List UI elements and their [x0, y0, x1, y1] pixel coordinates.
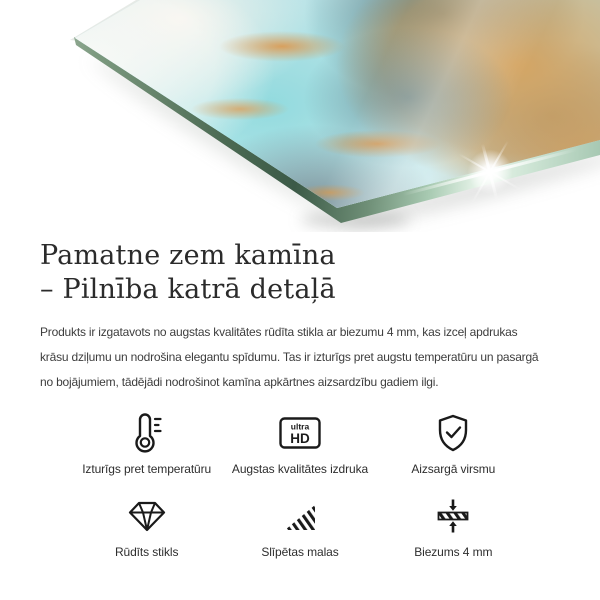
thickness-compress-icon	[435, 492, 471, 539]
thermometer-icon	[132, 409, 162, 456]
feature-surface-protection	[377, 409, 530, 476]
feature-label: Aizsargā virsmu	[411, 462, 496, 476]
sparkle-glow	[458, 140, 522, 204]
feature-grid	[70, 409, 530, 559]
feature-polished-edges	[223, 492, 376, 559]
page-title-line1: Pamatne zem kamīna	[40, 240, 336, 271]
page-title-line2: – Pilnība katrā detaļā	[40, 274, 336, 305]
description-line: Produkts ir izgatavots no augstas kvalitātes rūdīta stikla ar biezumu 4 mm, kas izceļ apdrukas	[40, 325, 518, 339]
feature-label: Slīpētas malas	[261, 545, 339, 559]
feature-label: Izturīgs pret temperatūru	[82, 462, 212, 476]
description-line: no bojājumiem, tādējādi nodrošinot kamīna apkārtnes aizsardzību gadiem ilgi.	[40, 375, 439, 389]
product-description	[40, 320, 560, 395]
feature-temperature	[70, 409, 223, 476]
feature-thickness	[377, 492, 530, 559]
ultra-hd-icon-text-bottom: HD	[290, 430, 310, 446]
beveled-edges-icon	[282, 492, 318, 539]
feature-label: Biezums 4 mm	[414, 545, 493, 559]
feature-label: Rūdīts stikls	[114, 545, 179, 559]
hero-product-image	[0, 0, 600, 232]
ultra-hd-icon	[278, 409, 322, 456]
ultra-hd-icon-text-top: ultra	[290, 421, 310, 431]
description-section	[0, 239, 600, 559]
page-title	[40, 239, 560, 307]
description-line: krāsu dziļumu un nodrošina elegantu spīdumu. Tas ir izturīgs pret augstu temperatūru un pasargā	[40, 350, 539, 364]
feature-print-quality	[223, 409, 376, 476]
feature-label: Augstas kvalitātes izdruka	[231, 462, 369, 476]
shield-check-icon	[435, 409, 471, 456]
feature-tempered-glass	[70, 492, 223, 559]
diamond-icon	[127, 492, 167, 539]
